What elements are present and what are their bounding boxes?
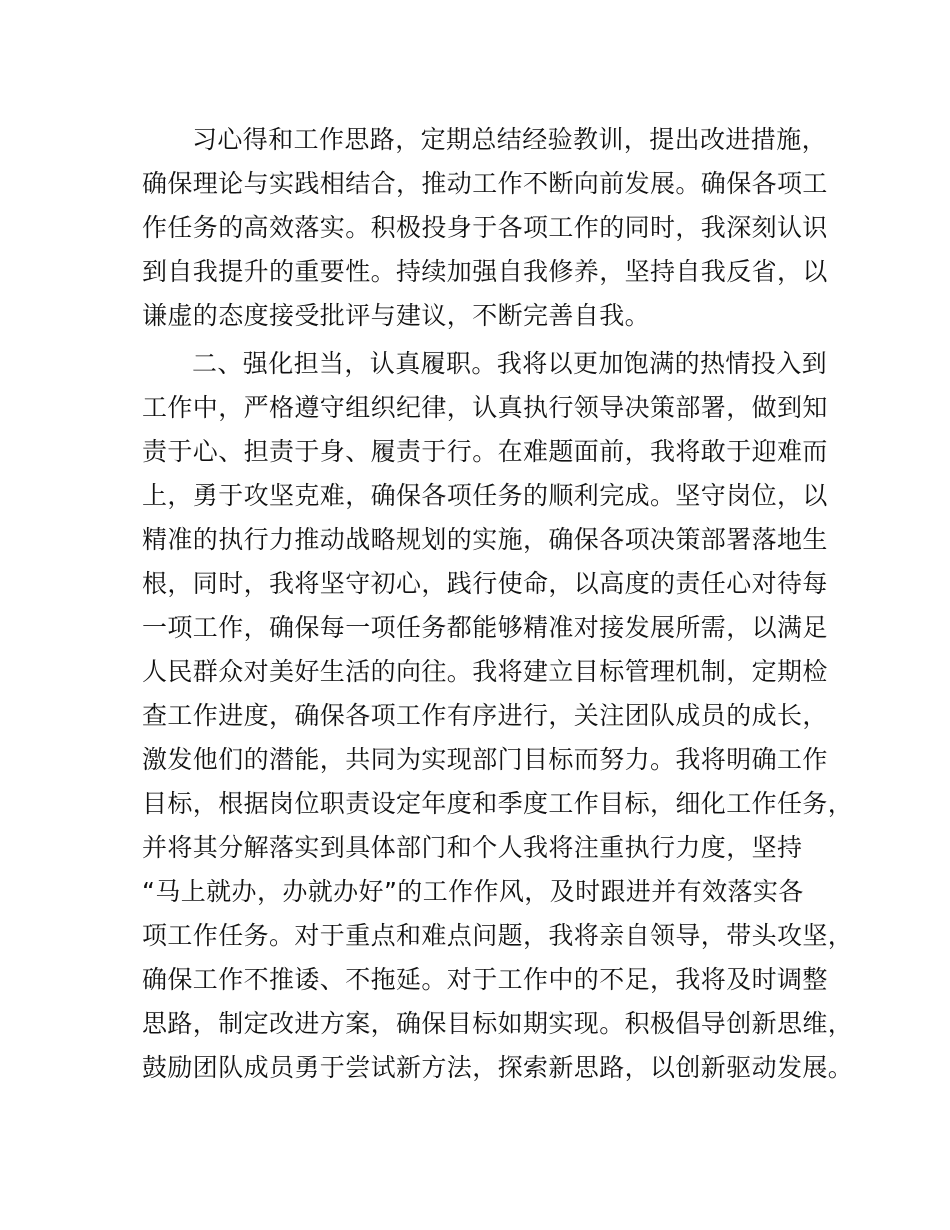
paragraph-2 <box>142 342 854 1090</box>
text-line: 查工作进度，确保各项工作有序进行，关注团队成员的成长， <box>142 701 828 730</box>
text-line: 谦虚的态度接受批评与建议，不断完善自我。 <box>142 301 651 330</box>
text-line: 根，同时，我将坚守初心，践行使命，以高度的责任心对待每 <box>142 569 828 598</box>
text-line: 项工作任务。对于重点和难点问题，我将亲自领导，带头攻坚， <box>142 921 854 950</box>
text-line: 工作中，严格遵守组织纪律，认真执行领导决策部署，做到知 <box>142 393 828 422</box>
text-line: “马上就办，办就办好”的工作作风，及时跟进并有效落实各 <box>142 877 804 906</box>
text-line: 一项工作，确保每一项任务都能够精准对接发展所需，以满足 <box>142 613 828 642</box>
text-line: 二、强化担当，认真履职。我将以更加饱满的热情投入到 <box>192 349 828 378</box>
text-line: 人民群众对美好生活的向往。我将建立目标管理机制，定期检 <box>142 657 828 686</box>
text-line: 责于心、担责于身、履责于行。在难题面前，我将敢于迎难而 <box>142 437 828 466</box>
text-line: 目标，根据岗位职责设定年度和季度工作目标，细化工作任务， <box>142 789 854 818</box>
text-line: 并将其分解落实到具体部门和个人我将注重执行力度，坚持 <box>142 833 803 862</box>
text-line: 作任务的高效落实。积极投身于各项工作的同时，我深刻认识 <box>142 213 828 242</box>
text-line: 确保工作不推诿、不拖延。对于工作中的不足，我将及时调整 <box>142 965 828 994</box>
paragraph-1 <box>142 118 842 338</box>
text-line: 确保理论与实践相结合，推动工作不断向前发展。确保各项工 <box>142 169 828 198</box>
text-line: 上，勇于攻坚克难，确保各项任务的顺利完成。坚守岗位，以 <box>142 481 828 510</box>
text-line: 习心得和工作思路，定期总结经验教训，提出改进措施， <box>192 125 828 154</box>
text-line: 精准的执行力推动战略规划的实施，确保各项决策部署落地生 <box>142 525 828 554</box>
text-line: 鼓励团队成员勇于尝试新方法，探索新思路，以创新驱动发展。 <box>142 1053 854 1082</box>
text-line: 思路，制定改进方案，确保目标如期实现。积极倡导创新思维， <box>142 1009 854 1038</box>
text-line: 到自我提升的重要性。持续加强自我修养，坚持自我反省，以 <box>142 257 828 286</box>
text-line: 激发他们的潜能，共同为实现部门目标而努力。我将明确工作 <box>142 745 828 774</box>
